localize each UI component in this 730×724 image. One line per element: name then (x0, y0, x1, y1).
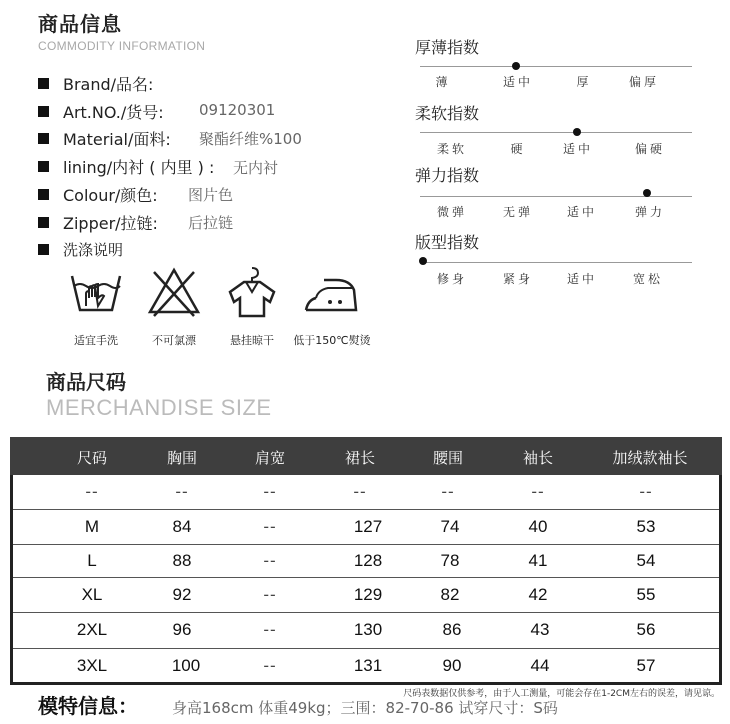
table-cell: 57 (636, 656, 656, 675)
care-iron (292, 264, 371, 348)
table-cell: -- (441, 482, 455, 501)
row-divider (13, 577, 719, 578)
table-cell: -- (531, 482, 545, 501)
hang-dry-icon (224, 264, 280, 320)
table-cell: 56 (636, 620, 656, 639)
table-cell: M (84, 517, 100, 536)
table-cell: -- (263, 551, 277, 570)
table-cell: 96 (172, 620, 192, 639)
table-cell: 86 (442, 620, 462, 639)
row-divider (13, 648, 719, 649)
iron-150-icon (302, 264, 362, 320)
info-lining-value: 无内衬 (233, 159, 279, 177)
table-cell: 40 (528, 517, 548, 536)
scale-thickness-title: 厚薄指数 (415, 38, 480, 57)
column-header: 裙长 (344, 449, 375, 467)
info-lining-label: lining/内衬 ( 内里 ) : (63, 157, 215, 177)
info-zipper-value: 后拉链 (188, 214, 234, 232)
size-subtitle: MERCHANDISE SIZE (46, 395, 272, 420)
table-cell: 131 (353, 656, 383, 675)
care-label: 不可氯漂 (152, 334, 196, 347)
info-material-label: Material/面料: (63, 129, 171, 149)
table-cell: -- (175, 482, 189, 501)
no-bleach-icon (146, 264, 202, 320)
commodity-title: 商品信息 (38, 12, 122, 36)
scale-elasticity-track (420, 196, 692, 197)
row-divider (13, 544, 719, 545)
table-cell: 100 (171, 656, 201, 675)
table-cell: 55 (636, 585, 656, 604)
info-art-no (38, 100, 164, 122)
scale-label: 柔软 (436, 142, 467, 156)
table-cell: 42 (528, 585, 548, 604)
care-hand-wash (58, 264, 134, 348)
table-cell: 54 (636, 551, 656, 570)
scale-label: 厚 (576, 75, 592, 89)
scale-label: 宽松 (632, 272, 663, 286)
info-zipper-label: Zipper/拉链: (63, 213, 158, 233)
commodity-subtitle: COMMODITY INFORMATION (38, 39, 206, 53)
care-no-bleach (136, 264, 212, 348)
table-cell: 88 (172, 551, 192, 570)
table-cell: 82 (440, 585, 460, 604)
bullet-square-icon (38, 217, 49, 228)
info-lining (38, 155, 214, 177)
row-divider (13, 612, 719, 613)
column-header: 腰围 (432, 449, 463, 467)
table-cell: 78 (440, 551, 460, 570)
info-colour-value: 图片色 (188, 186, 234, 204)
table-cell: -- (263, 517, 277, 536)
info-art-no-label: Art.NO./货号: (63, 102, 164, 122)
table-cell: -- (263, 620, 277, 639)
hand-wash-icon (68, 264, 124, 320)
scale-label: 偏硬 (634, 142, 665, 156)
scale-label: 适中 (562, 142, 593, 156)
info-brand (38, 72, 153, 94)
bullet-square-icon (38, 133, 49, 144)
scale-label: 适中 (566, 272, 597, 286)
scale-label: 偏厚 (628, 75, 659, 89)
table-cell: 129 (353, 585, 383, 604)
scale-softness-title: 柔软指数 (415, 104, 480, 123)
scale-thickness-track (420, 66, 692, 67)
table-cell: 3XL (76, 656, 108, 675)
table-cell: 128 (353, 551, 383, 570)
scale-thickness-indicator (512, 62, 520, 70)
table-cell: -- (639, 482, 653, 501)
table-cell: -- (85, 482, 99, 501)
scale-softness-indicator (573, 128, 581, 136)
scale-label: 无弹 (502, 205, 533, 219)
column-header: 肩宽 (254, 449, 285, 467)
info-wash (38, 238, 123, 260)
table-cell: 84 (172, 517, 192, 536)
model-info-label: 模特信息： (38, 694, 138, 718)
table-cell: -- (263, 585, 277, 604)
size-table-header (10, 437, 722, 475)
bullet-square-icon (38, 189, 49, 200)
scale-elasticity-title: 弹力指数 (415, 166, 480, 185)
care-hang-dry (214, 264, 290, 348)
size-title: 商品尺码 (46, 370, 126, 394)
scale-label: 薄 (435, 75, 451, 89)
info-zipper (38, 211, 158, 233)
table-cell: XL (81, 585, 103, 604)
scale-label: 紧身 (502, 272, 533, 286)
size-note: 尺码表数据仅供参考，由于人工测量，可能会存在1-2CM左右的误差，请见谅。 (403, 689, 720, 699)
bullet-square-icon (38, 78, 49, 89)
care-label: 适宜手洗 (74, 334, 118, 347)
info-colour-label: Colour/颜色: (63, 185, 158, 205)
scale-label: 适中 (566, 205, 597, 219)
scale-fit-indicator (419, 257, 427, 265)
model-info-text: 身高168cm 体重49kg；三围：82-70-86 试穿尺寸：S码 (172, 699, 558, 717)
care-label: 低于150℃熨烫 (293, 334, 371, 347)
bullet-square-icon (38, 161, 49, 172)
scale-label: 弹力 (634, 205, 665, 219)
info-colour (38, 183, 158, 205)
table-cell: 53 (636, 517, 656, 536)
row-divider (13, 509, 719, 510)
scale-label: 适中 (502, 75, 533, 89)
table-cell: -- (263, 482, 277, 501)
column-header: 尺码 (76, 449, 107, 467)
scale-fit-title: 版型指数 (415, 233, 480, 252)
scale-label: 硬 (510, 142, 526, 156)
table-cell: 41 (528, 551, 548, 570)
table-cell: 43 (530, 620, 550, 639)
table-cell: 44 (530, 656, 550, 675)
column-header: 加绒款袖长 (612, 449, 688, 467)
bullet-square-icon (38, 244, 49, 255)
info-material (38, 127, 171, 149)
table-cell: -- (353, 482, 367, 501)
scale-label: 修身 (436, 272, 467, 286)
table-cell: 74 (440, 517, 460, 536)
table-cell: -- (263, 656, 277, 675)
info-brand-label: Brand/品名: (63, 74, 154, 94)
table-cell: 2XL (76, 620, 108, 639)
info-wash-label: 洗涤说明 (63, 240, 124, 259)
table-cell: 92 (172, 585, 192, 604)
care-label: 悬挂晾干 (230, 334, 274, 347)
column-header: 袖长 (522, 449, 553, 467)
column-header: 胸围 (166, 449, 197, 467)
scale-label: 微弹 (436, 205, 467, 219)
bullet-square-icon (38, 106, 49, 117)
scale-fit-track (420, 262, 692, 263)
table-cell: 127 (353, 517, 383, 536)
size-table (10, 475, 722, 685)
info-art-no-value: 09120301 (199, 101, 276, 119)
info-material-value: 聚酯纤维%100 (199, 130, 302, 148)
scale-elasticity-indicator (643, 189, 651, 197)
table-cell: 90 (442, 656, 462, 675)
table-cell: 130 (353, 620, 383, 639)
scale-softness-track (420, 132, 692, 133)
table-cell: L (87, 551, 97, 570)
